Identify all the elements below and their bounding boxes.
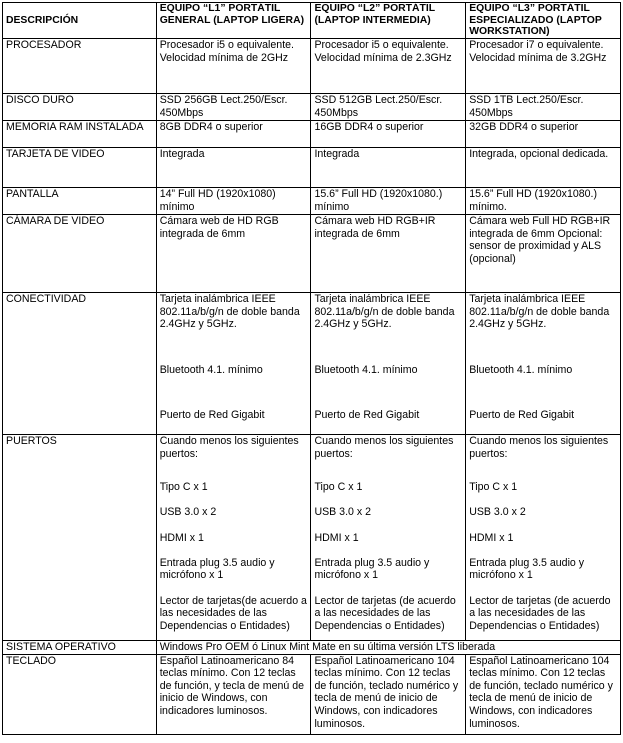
memoria-l1: 8GB DDR4 o superior (156, 121, 311, 148)
bluetooth-text: Bluetooth 4.1. mínimo (314, 363, 418, 376)
puerto-audio: Entrada plug 3.5 audio y micrófono x 1 (159, 556, 275, 582)
puerto-hdmi: HDMI x 1 (314, 531, 359, 544)
puertos-l3 (466, 435, 621, 641)
camara-l2: Cámara web HD RGB+IR integrada de 6mm (311, 215, 466, 293)
pantalla-l3: 15.6” Full HD (1920x1080.) mínimo. (466, 188, 621, 215)
puertos-intro: Cuando menos los siguientes puertos: (469, 435, 609, 460)
label-procesador: PROCESADOR (3, 39, 157, 94)
teclado-l1: Español Latinoamericano 84 teclas mínimo. Con 12 teclas de función, y tecla de menú de inicio de Windows, con indicadores luminosos. (156, 654, 311, 734)
teclado-l3: Español Latinoamericano 104 teclas mínimo. Con 12 teclas de función, teclado numérico y tecla de menú de inicio de Windows, con indicadores luminosos. (466, 654, 621, 734)
procesador-l1: Procesador i5 o equivalente. Velocidad mínima de 2GHz (156, 39, 311, 94)
puertos-intro: Cuando menos los siguientes puertos: (159, 435, 299, 460)
puerto-audio: Entrada plug 3.5 audio y micrófono x 1 (469, 556, 585, 582)
row-puertos (3, 435, 621, 641)
puertos-intro: Cuando menos los siguientes puertos: (314, 435, 454, 460)
puerto-audio: Entrada plug 3.5 audio y micrófono x 1 (314, 556, 430, 582)
header-l3: EQUIPO “L3” PORTÁTIL ESPECIALIZADO (LAPTOP WORKSTATION) (466, 3, 621, 39)
label-conectividad: CONECTIVIDAD (3, 293, 157, 435)
puertos-l1 (156, 435, 311, 641)
puerto-usb: USB 3.0 x 2 (314, 506, 371, 519)
sistema-value: Windows Pro OEM ó Linux Mint Mate en su última versión LTS liberada (156, 641, 620, 655)
puerto-lector: Lector de tarjetas (de acuerdo a las necesidades de las Dependencias o Entidades) (314, 594, 456, 632)
pantalla-l2: 15.6” Full HD (1920x1080.) mínimo (311, 188, 466, 215)
row-teclado (3, 654, 621, 734)
label-pantalla: PANTALLA (3, 188, 157, 215)
puerto-tipoc: Tipo C x 1 (314, 481, 363, 494)
label-camara: CÁMARA DE VIDEO (3, 215, 157, 293)
video-l2: Integrada (311, 148, 466, 188)
bluetooth-text: Bluetooth 4.1. mínimo (469, 363, 573, 376)
row-conectividad (3, 293, 621, 435)
conectividad-l2 (311, 293, 466, 435)
label-disco: DISCO DURO (3, 94, 157, 121)
label-puertos: PUERTOS (3, 435, 157, 641)
puerto-lector: Lector de tarjetas (de acuerdo a las necesidades de las Dependencias o Entidades) (469, 594, 611, 632)
row-pantalla (3, 188, 621, 215)
wifi-text: Tarjeta inalámbrica IEEE 802.11a/b/g/n de doble banda 2.4GHz y 5GHz. (469, 293, 610, 331)
header-row (3, 3, 621, 39)
red-text: Puerto de Red Gigabit (314, 409, 420, 422)
puerto-tipoc: Tipo C x 1 (469, 481, 518, 494)
label-sistema: SISTEMA OPERATIVO (3, 641, 157, 655)
puerto-hdmi: HDMI x 1 (469, 531, 514, 544)
disco-l1: SSD 256GB Lect.250/Escr. 450Mbps (156, 94, 311, 121)
video-l3: Integrada, opcional dedicada. (466, 148, 621, 188)
camara-l1: Cámara web de HD RGB integrada de 6mm (156, 215, 311, 293)
wifi-text: Tarjeta inalámbrica IEEE 802.11a/b/g/n de doble banda 2.4GHz y 5GHz. (314, 293, 455, 331)
label-teclado: TECLADO (3, 654, 157, 734)
disco-l2: SSD 512GB Lect.250/Escr. 450Mbps (311, 94, 466, 121)
header-l1: EQUIPO “L1” PORTÁTIL GENERAL (LAPTOP LIGERA) (156, 3, 311, 39)
puerto-usb: USB 3.0 x 2 (159, 506, 217, 519)
pantalla-l1: 14” Full HD (1920x1080) mínimo (156, 188, 311, 215)
row-disco (3, 94, 621, 121)
red-text: Puerto de Red Gigabit (159, 409, 265, 422)
puerto-hdmi: HDMI x 1 (159, 531, 204, 544)
camara-l3: Cámara web Full HD RGB+IR integrada de 6mm Opcional: sensor de proximidad y ALS (opcional) (466, 215, 621, 293)
teclado-l2: Español Latinoamericano 104 teclas mínimo. Con 12 teclas de función, teclado numérico y tecla de menú de inicio de Windows, con indicadores luminosos. (311, 654, 466, 734)
label-video: TARJETA DE VIDEO (3, 148, 157, 188)
row-sistema (3, 641, 621, 655)
puerto-usb: USB 3.0 x 2 (469, 506, 526, 519)
label-memoria: MEMORIA RAM INSTALADA (3, 121, 157, 148)
procesador-l2: Procesador i5 o equivalente. Velocidad mínima de 2.3GHz (311, 39, 466, 94)
row-memoria (3, 121, 621, 148)
red-text: Puerto de Red Gigabit (469, 409, 575, 422)
header-descripcion: DESCRIPCIÓN (3, 3, 157, 39)
memoria-l2: 16GB DDR4 o superior (311, 121, 466, 148)
puerto-tipoc: Tipo C x 1 (159, 481, 208, 494)
conectividad-l3 (466, 293, 621, 435)
disco-l3: SSD 1TB Lect.250/Escr. 450Mbps (466, 94, 621, 121)
procesador-l3: Procesador i7 o equivalente. Velocidad mínima de 3.2GHz (466, 39, 621, 94)
row-camara (3, 215, 621, 293)
row-video (3, 148, 621, 188)
puerto-lector: Lector de tarjetas(de acuerdo a las necesidades de las Dependencias o Entidades) (159, 594, 307, 632)
conectividad-l1 (156, 293, 311, 435)
video-l1: Integrada (156, 148, 311, 188)
row-procesador (3, 39, 621, 94)
puertos-l2 (311, 435, 466, 641)
spec-table (2, 2, 621, 735)
memoria-l3: 32GB DDR4 o superior (466, 121, 621, 148)
wifi-text: Tarjeta inalámbrica IEEE 802.11a/b/g/n de doble banda 2.4GHz y 5GHz. (159, 293, 300, 331)
bluetooth-text: Bluetooth 4.1. mínimo (159, 363, 263, 376)
header-l2: EQUIPO “L2” PORTÁTIL (LAPTOP INTERMEDIA) (311, 3, 466, 39)
